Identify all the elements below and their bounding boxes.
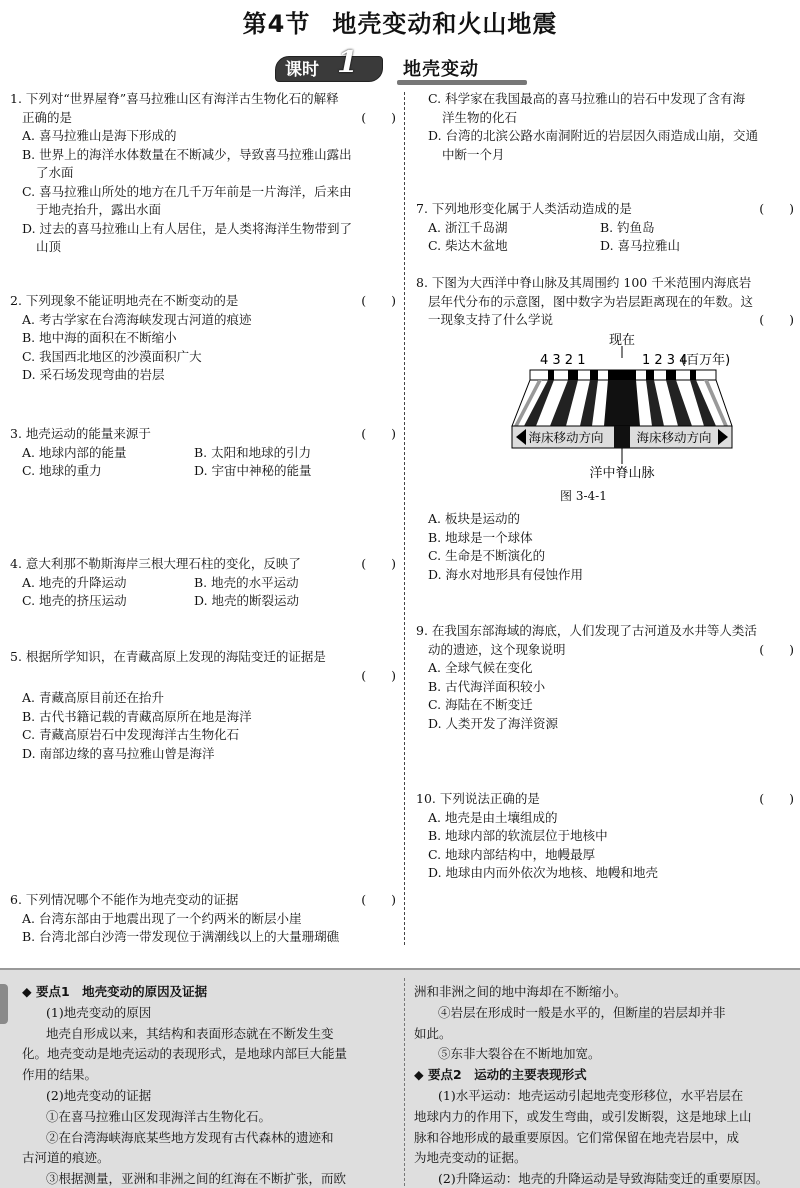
q7-option-d[interactable]: D. 喜马拉雅山	[600, 238, 681, 253]
q5-stem: 5. 根据所学知识，在青藏高原上发现的海陆变迁的证据是	[10, 649, 326, 664]
q3-stem	[10, 425, 396, 444]
question-9	[416, 622, 794, 733]
q8-option-b[interactable]: B. 地球是一个球体	[428, 529, 533, 545]
q1-option-d-line2[interactable]: 山顶	[36, 239, 62, 254]
question-1	[10, 90, 396, 257]
q2-answer-blank[interactable]: ( )	[361, 293, 396, 308]
q9-option-a[interactable]: A. 全球气候在变化	[428, 660, 533, 675]
q1-stem-line2	[10, 109, 396, 128]
question-8	[416, 274, 794, 330]
lesson-banner	[265, 45, 535, 86]
q10-option-a[interactable]: A. 地壳是由土壤组成的	[428, 809, 558, 825]
stripe	[690, 370, 696, 380]
kp1-evidence-1: ①在喜马拉雅山区发现海洋古生物化石。	[46, 1108, 272, 1124]
kp2-horizontal-line2: 地球内力的作用下，或发生弯曲，或引发断裂，这是地球上山	[414, 1108, 752, 1124]
q4-option-d[interactable]: D. 地壳的断裂运动	[194, 593, 300, 608]
right-age-ticks: 1 2 3 4	[642, 353, 688, 368]
q8-option-d[interactable]: D. 海水对地形具有侵蚀作用	[428, 566, 584, 582]
kp1-sub1: (1)地壳变动的原因	[46, 1004, 152, 1020]
q7-option-a[interactable]: A. 浙江千岛湖	[428, 219, 508, 235]
lesson-topic: 地壳变动	[403, 59, 479, 80]
kp1-evidence-3-line2: 洲和非洲之间的地中海却在不断缩小。	[414, 984, 627, 999]
q9-answer-blank[interactable]: ( )	[759, 641, 794, 657]
q3-options-row2	[10, 462, 396, 481]
stripe	[548, 370, 554, 380]
q1-option-c-line2[interactable]: 于地壳抬升，露出水面	[36, 202, 162, 217]
stripe	[568, 370, 578, 380]
q7-option-c[interactable]: C. 柴达木盆地	[428, 238, 508, 253]
q6-option-a[interactable]: A. 台湾东部由于地震出现了一个约两米的断层小崖	[22, 910, 302, 926]
q1-stem-line1: 1. 下列对“世界屋脊”喜马拉雅山区有海洋古生物化石的解释	[10, 91, 339, 106]
question-5	[10, 648, 396, 763]
key-points-panel	[0, 968, 800, 1188]
q8-stem-text: 一现象支持了什么学说	[428, 312, 554, 327]
kp1-para1-line3: 作用的结果。	[22, 1067, 98, 1083]
q4-option-a[interactable]: A. 地壳的升降运动	[22, 574, 127, 590]
kp2-horizontal-line4: 为地壳变动的证据。	[414, 1150, 527, 1166]
lesson-number: 1	[337, 45, 358, 80]
question-10	[416, 790, 794, 883]
q8-option-c[interactable]: C. 生命是不断演化的	[428, 548, 546, 563]
q9-option-b[interactable]: B. 古代海洋面积较小	[428, 678, 546, 694]
q3-option-c[interactable]: C. 地球的重力	[22, 463, 102, 478]
q5-paren-line	[10, 667, 396, 686]
q4-options-row1	[10, 574, 396, 593]
q7-stem-text: 7. 下列地形变化属于人类活动造成的是	[416, 201, 632, 216]
q2-option-b[interactable]: B. 地中海的面积在不断缩小	[22, 330, 177, 345]
q1-option-b-line1[interactable]: B. 世界上的海洋水体数量在不断减少，导致喜马拉雅山露出	[22, 146, 352, 162]
q6-option-d-line2[interactable]: 中断一个月	[442, 146, 505, 162]
q10-answer-blank[interactable]: ( )	[759, 791, 794, 806]
ridge-diagram-svg	[478, 330, 738, 490]
q7-option-b[interactable]: B. 钓鱼岛	[600, 219, 655, 235]
q5-option-d[interactable]: D. 南部边缘的喜马拉雅山曾是海洋	[22, 745, 215, 761]
q3-options-row1	[10, 444, 396, 463]
q6-option-c-line1[interactable]: C. 科学家在我国最高的喜马拉雅山的岩石中发现了含有海	[428, 91, 746, 106]
question-6-continued	[416, 90, 794, 164]
q1-option-b-line2[interactable]: 了水面	[36, 165, 74, 180]
q10-option-b[interactable]: B. 地球内部的软流层位于地核中	[428, 828, 608, 843]
lesson-label: 课时	[285, 60, 319, 80]
panel-tab	[0, 984, 8, 1024]
stripe	[666, 370, 676, 380]
q7-options-row2	[416, 237, 794, 256]
q3-answer-blank[interactable]: ( )	[361, 426, 396, 441]
q4-options-row2	[10, 592, 396, 611]
kp1-evidence-4-line2: 如此。	[414, 1025, 452, 1041]
mid-ocean-ridge-diagram	[478, 330, 738, 510]
q10-option-c[interactable]: C. 地球内部结构中，地幔最厚	[428, 846, 596, 862]
q9-stem-line2	[416, 641, 794, 660]
kp1-evidence-5: ⑤东非大裂谷在不断地加宽。	[438, 1046, 601, 1062]
panel-column-divider	[404, 978, 405, 1186]
q4-answer-blank[interactable]: ( )	[361, 556, 396, 571]
q3-option-b[interactable]: B. 太阳和地球的引力	[194, 444, 312, 460]
kp2-horizontal-line3: 脉和谷地形成的最重要原因。它们常保留在地壳岩层中，成	[414, 1129, 740, 1145]
q8-option-a[interactable]: A. 板块是运动的	[428, 511, 520, 526]
q4-option-b[interactable]: B. 地壳的水平运动	[194, 574, 299, 590]
kp1-para1-line1: 地壳自形成以来，其结构和表面形态就在不断发生变	[46, 1025, 334, 1041]
question-6	[10, 891, 396, 947]
q2-option-c[interactable]: C. 我国西北地区的沙漠面积广大	[22, 348, 202, 364]
kp1-evidence-4-line1: ④岩层在形成时一般是水平的，但断崖的岩层却并非	[438, 1004, 726, 1020]
left-arrow-label: 海床移动方向	[528, 430, 604, 445]
q1-option-a[interactable]: A. 喜马拉雅山是海下形成的	[22, 128, 177, 143]
now-label: 现在	[608, 333, 636, 348]
q6-stem	[10, 891, 396, 910]
kp1-evidence-2-line1: ②在台湾海峡海底某些地方发现有古代森林的遗迹和	[46, 1129, 334, 1145]
section-number: 第4节	[242, 10, 311, 38]
stripe	[604, 380, 640, 426]
q7-options-row1	[416, 219, 794, 238]
q10-stem-text: 10. 下列说法正确的是	[416, 791, 540, 806]
q2-option-d[interactable]: D. 采石场发现弯曲的岩层	[22, 367, 165, 382]
q1-answer-blank[interactable]: ( )	[361, 109, 396, 125]
q4-option-c[interactable]: C. 地壳的挤压运动	[22, 593, 127, 608]
key-point-2-heading: ◆ 要点2 运动的主要表现形式	[414, 1067, 587, 1083]
q6-option-c-line2[interactable]: 洋生物的化石	[442, 109, 518, 125]
page-title	[0, 4, 800, 39]
q8-answer-blank[interactable]: ( )	[759, 312, 794, 327]
q4-stem-text: 4. 意大利那不勒斯海岸三根大理石柱的变化，反映了	[10, 556, 301, 571]
key-points-right	[414, 982, 794, 1188]
ridge-label: 洋中脊山脉	[589, 466, 655, 481]
q2-stem-text: 2. 下列现象不能证明地壳在不断变动的是	[10, 293, 239, 308]
question-3	[10, 425, 396, 481]
kp2-vertical: (2)升降运动：地壳的升降运动是导致海陆变迁的重要原因。	[438, 1171, 769, 1187]
right-arrow-label: 海床移动方向	[636, 430, 712, 445]
q9-stem-text: 动的遗迹，这个现象说明	[428, 641, 566, 657]
kp1-sub2: (2)地壳变动的证据	[46, 1087, 152, 1103]
key-points-left	[22, 982, 396, 1188]
section-title: 地壳变动和火山地震	[332, 10, 558, 38]
q9-stem-line1: 9. 在我国东部海域的海底，人们发现了古河道及水井等人类活	[416, 623, 757, 638]
stripe	[646, 370, 654, 380]
stripe	[608, 370, 636, 380]
kp1-evidence-2-line2: 古河道的痕迹。	[22, 1150, 110, 1166]
q8-stem-line1: 8. 下图为大西洋中脊山脉及其周围约 100 千米范围内海底岩	[416, 275, 752, 290]
q6-option-d-line1[interactable]: D. 台湾的北滨公路水南洞附近的岩层因久雨造成山崩，交通	[428, 128, 759, 143]
column-divider	[404, 92, 405, 945]
q1-option-c-line1[interactable]: C. 喜马拉雅山所处的地方在几千万年前是一片海洋，后来由	[22, 183, 352, 199]
q4-stem	[10, 555, 396, 574]
left-age-ticks: 4 3 2 1	[540, 353, 586, 368]
q9-option-c[interactable]: C. 海陆在不断变迁	[428, 697, 533, 712]
q2-stem	[10, 292, 396, 311]
q7-stem	[416, 200, 794, 219]
ridge-axis	[614, 426, 630, 448]
q3-option-a[interactable]: A. 地球内部的能量	[22, 444, 127, 460]
q5-answer-blank[interactable]: ( )	[361, 667, 396, 683]
kp1-evidence-3-line1: ③根据测量，亚洲和非洲之间的红海在不断扩张，而欧	[46, 1171, 347, 1187]
q5-option-b[interactable]: B. 古代书籍记载的青藏高原所在地是海洋	[22, 708, 252, 724]
q10-option-d[interactable]: D. 地球由内而外依次为地核、地幔和地壳	[428, 865, 659, 880]
q1-option-d-line1[interactable]: D. 过去的喜马拉雅山上有人居住，是人类将海洋生物带到了	[22, 220, 353, 236]
q8-stem-line2: 层年代分布的示意图，图中数字为岩层距离现在的年数。这	[428, 293, 754, 309]
age-unit: (百万年)	[681, 353, 731, 368]
key-point-1-heading: ◆ 要点1 地壳变动的原因及证据	[22, 984, 208, 999]
question-7	[416, 200, 794, 256]
q10-stem	[416, 790, 794, 809]
topic-underline	[397, 80, 527, 85]
figure-caption: 图 3-4-1	[560, 489, 607, 503]
q9-option-d[interactable]: D. 人类开发了海洋资源	[428, 715, 559, 731]
q6-stem-text: 6. 下列情况哪个不能作为地壳变动的证据	[10, 892, 239, 907]
question-4	[10, 555, 396, 611]
q6-option-b[interactable]: B. 台湾北部白沙湾一带发现位于满潮线以上的大量珊瑚礁	[22, 929, 340, 944]
q5-option-c[interactable]: C. 青藏高原岩石中发现海洋古生物化石	[22, 727, 240, 742]
q7-answer-blank[interactable]: ( )	[759, 201, 794, 216]
kp2-horizontal-line1: (1)水平运动：地壳运动引起地壳变形移位，水平岩层在	[438, 1087, 744, 1103]
q8-stem-line3	[416, 311, 794, 330]
stripe	[590, 370, 598, 380]
q3-option-d[interactable]: D. 宇宙中神秘的能量	[194, 463, 312, 478]
kp1-para1-line2: 化。地壳变动是地壳运动的表现形式，是地球内部巨大能量	[22, 1046, 348, 1062]
question-2	[10, 292, 396, 385]
question-8-options	[416, 510, 794, 584]
q2-option-a[interactable]: A. 考古学家在台湾海峡发现古河道的痕迹	[22, 311, 252, 327]
q6-answer-blank[interactable]: ( )	[361, 892, 396, 907]
q3-stem-text: 3. 地壳运动的能量来源于	[10, 426, 151, 441]
q1-stem-text: 正确的是	[22, 109, 73, 125]
q5-option-a[interactable]: A. 青藏高原目前还在抬升	[22, 690, 164, 705]
